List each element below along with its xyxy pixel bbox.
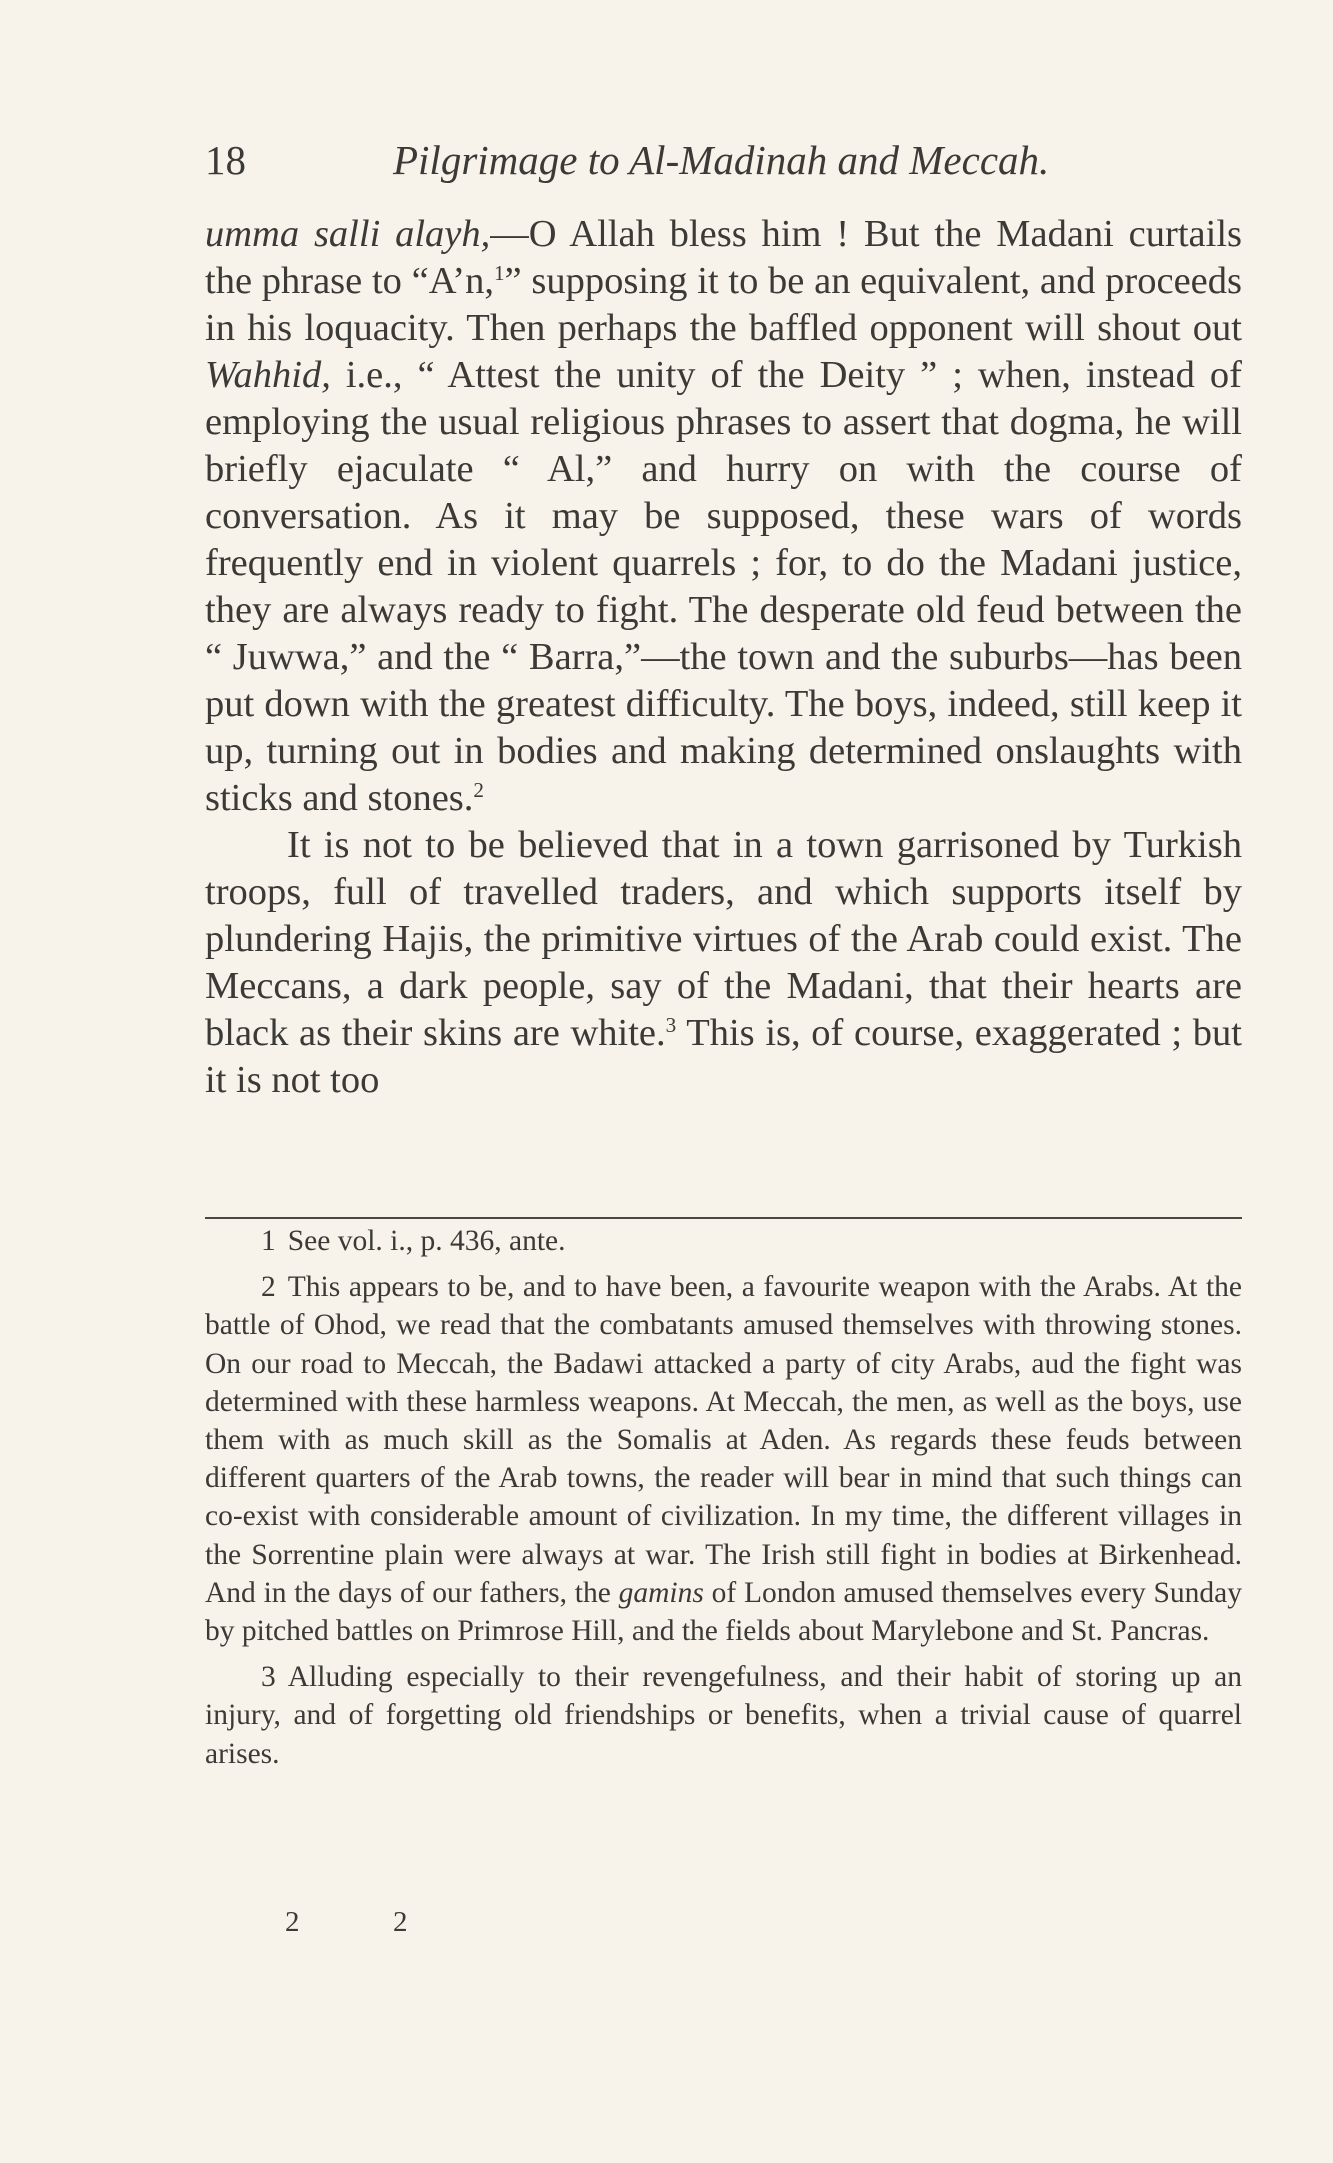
footnote-ref-2: 2 xyxy=(473,778,484,803)
footnote-text: See vol. i., p. 436, ante. xyxy=(287,1225,566,1257)
footnote-3 xyxy=(205,1658,1242,1773)
footnote-number: 1 xyxy=(261,1225,276,1257)
running-title: Pilgrimage to Al-Madinah and Meccah. xyxy=(393,137,1050,183)
italic-phrase: umma salli alayh, xyxy=(205,213,491,255)
page-header xyxy=(205,135,1075,185)
footnote-ref-3: 3 xyxy=(665,1013,677,1038)
signature-mark: 2 xyxy=(393,1906,408,1938)
signature-mark: 2 xyxy=(285,1906,300,1938)
printer-signature xyxy=(285,1904,501,1940)
main-text xyxy=(205,211,1242,1104)
footnote-divider xyxy=(205,1217,1242,1219)
text-run: —O Allah bless him ! But the Madani curtails the phrase to “A’n, xyxy=(205,213,1243,302)
footnote-ref-1: 1 xyxy=(493,261,505,286)
footnote-1 xyxy=(205,1222,1242,1260)
text-run: i.e., “ Attest the unity of the Deity ” ; when, instead of employing the usual religious phrases to assert that dogma, he will briefly ejaculate “ Al,” and hurry on with the course of conversation. As it may be supposed, these wars of words frequently end in violent quarrels ; for, to do the Madani justice, they are always ready to fight. The desperate old feud between the “ Juwwa,” and the “ Barra,”—the town and the suburbs—has been put down with the greatest difficulty. The boys, indeed, still keep it up, turning out in bodies and making determined onslaughts with sticks and stones. xyxy=(205,354,1242,819)
footnote-text: of London amused themselves every Sunday by pitched battles on Primrose Hill, and the fields about Marylebone and St. Pancras. xyxy=(205,1576,1243,1648)
italic-word: gamins xyxy=(618,1576,704,1609)
text-run: ” supposing it to be an equivalent, and proceeds in his loquacity. Then perhaps the baffled opponent will shout out xyxy=(205,260,1243,349)
page-number: 18 xyxy=(205,137,246,183)
paragraph-2 xyxy=(205,822,1242,1104)
footnotes xyxy=(205,1222,1242,1781)
footnote-2 xyxy=(205,1268,1242,1650)
footnote-text: This appears to be, and to have been, a favourite weapon with the Arabs. At the battle of Ohod, we read that the combatants amused themselves with throwing stones. On our road to Meccah, the Badawi attacked a party of city Arabs, aud the fight was determined with these harmless weapons. At Meccah, the men, as well as the boys, use them with as much skill as the Somalis at Aden. As regards these feuds between different quarters of the Arab towns, the reader will bear in mind that such things can co-exist with considerable amount of civilization. In my time, the different villages in the Sorrentine plain were always at war. The Irish still fight in bodies at Birkenhead. And in the days of our fathers, the xyxy=(205,1271,1242,1609)
paragraph-1 xyxy=(205,211,1242,822)
footnote-text: Alluding especially to their revengefulness, and their habit of storing up an injury, and of forgetting old friendships or benefits, when a trivial cause of quarrel arises. xyxy=(205,1661,1242,1770)
text-run: It is not to be believed that in a town garrisoned by Turkish troops, full of travelled traders, and which supports itself by plundering Hajis, the primitive virtues of the Arab could exist. The Meccans, a dark people, say of the Madani, that their hearts are black as their skins are white. xyxy=(205,824,1242,1054)
italic-word: Wahhid, xyxy=(205,354,331,396)
footnote-number: 2 xyxy=(261,1271,276,1304)
footnote-number: 3 xyxy=(261,1661,276,1694)
text-run: This is, of course, exaggerated ; but it is not too xyxy=(205,1012,1242,1101)
